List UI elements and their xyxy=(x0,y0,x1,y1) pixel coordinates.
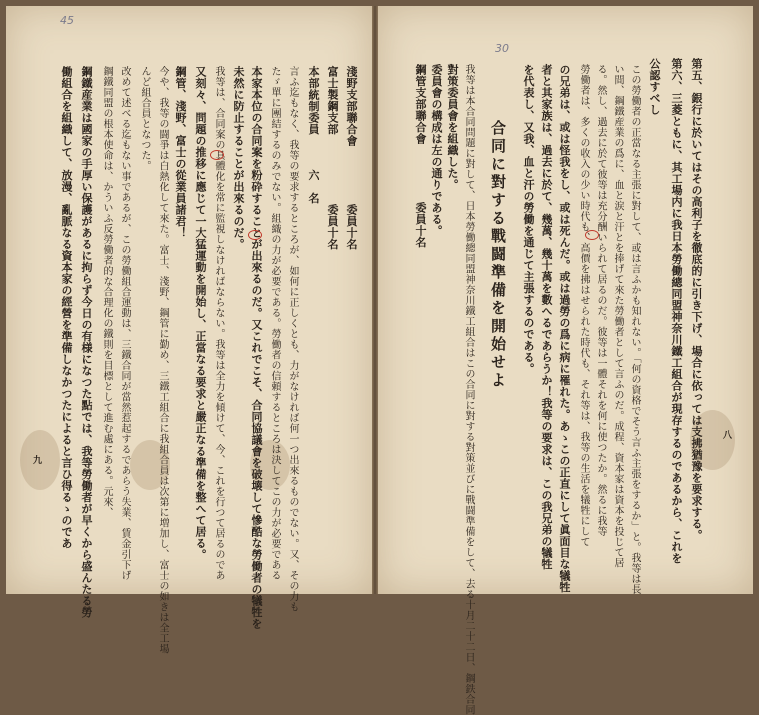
text-column: この勞働者の正當なる主張に對して、或は言ふかも知れない。「何の資格でそう言ふ主張をするか」と。我等は長 xyxy=(629,64,640,595)
text-column: 今や、我等の闘爭は白熱化して來た。富士、淺野、鋼管に勤め、三鐵工組合に我組合員は次第に増加し、富士の如きは全工場 xyxy=(157,66,168,654)
page-number: 九 xyxy=(31,455,41,464)
text-column: たゞ單に團結するのみでない。組織の力が必要である。勞働者の信頼するところは決してこの力が必要である xyxy=(269,66,280,581)
red-pencil-mark xyxy=(585,230,599,240)
text-column: 言ふ迄もなく、我等の要求するところが、如何に正しくとも、力がなければ何一つ出來るものでない。又、その力も xyxy=(287,66,298,612)
text-column: 對策委員會を組織した。 xyxy=(446,64,459,191)
text-column: 又刻々、問題の推移に應じて一大猛運動を開始し、正當なる要求と嚴正なる準備を整へて居る。 xyxy=(194,66,207,561)
pencil-page-mark: 30 xyxy=(495,42,509,55)
text-column: 我等は本合同問題に對して、日本勞働總同盟神奈川鐵工組合はこの合同に對する對策並びに戰闘準備をして、去る十月二十二日、鋼鉄合同 xyxy=(463,64,474,715)
text-column: を代表し、又我、血と汗の勞働を通じて主張するのである。 xyxy=(522,64,535,375)
section-heading: 合同に對する戰闘準備を開始せよ xyxy=(489,120,507,390)
red-pencil-mark xyxy=(248,230,262,240)
text-column: 鋼管、淺野、富士の從業員諸君！ xyxy=(174,66,187,239)
red-pencil-mark xyxy=(210,150,224,160)
text-column: い間、鋼鐵産業の爲に、血と涙と汗とを捧げて來た勞働者として言ふのだ。成程、資本家は資本を投じて居 xyxy=(612,64,623,568)
committee-row: 富士製鋼支部 委員十名 xyxy=(326,66,339,250)
committee-row: 鋼管支部聯合會 委員十名 xyxy=(414,64,427,248)
text-column: の兄弟は、或は怪我をし、或は死んだ。或は過勞の爲に病に罹れた。あゝこの正直にして眞面目な犠牲 xyxy=(558,64,571,593)
text-column: 鋼鐵同盟の根本使命は、かういふ反勞働者的な合理化の鐵則を目標として進む處にある。元來、 xyxy=(101,66,112,518)
text-column: 本家本位の合同案を粉砕することが出來るのだ。又これでこそ、合同協議會を破壊して慘酷な勞働者の犠牲を xyxy=(250,66,263,630)
text-column: 公認すべし xyxy=(648,58,661,116)
text-column: 我等は、合同案の具體化を常に監視しなければならない。我等は全力を傾けて、今、これを行つて居るのであ xyxy=(213,66,224,581)
text-column: る。然し、過去に於て彼等は充分酬いられて居るのだ。彼等は一體それを何に使つたか。然るに我等 xyxy=(595,64,606,537)
pencil-page-mark: 45 xyxy=(60,14,74,27)
committee-row: 淺野支部聯合會 委員十名 xyxy=(345,66,358,250)
text-column: 未然に防止することが出來るのだ。 xyxy=(232,66,245,250)
text-column: 鋼鐵産業は國家の手厚い保護があるに拘らず今日の有様になつた點では、我等勞働者が早くから盛んたる勞 xyxy=(80,66,93,618)
text-column: 委員會の構成は左の通りである。 xyxy=(430,64,443,237)
book-gutter xyxy=(372,6,378,594)
text-column: 第五、銀行に於いてはその高利子を徹底的に引き下げ、場合に依っては支拂猶豫を要求する。 xyxy=(690,58,703,541)
committee-row: 本部統制委員 六 名 xyxy=(307,66,320,204)
text-column: 者と其家族は、過去に於て、幾萬、幾十萬を數へるであらうか！我等の要求は、この我兄弟の犠牲 xyxy=(540,64,553,570)
text-column: んど組合員となつた。 xyxy=(139,66,150,171)
text-column: 勞働者は、多くの收入の少い時代も、高價を拂はせられた時代も、それ等は、我等の生活を犠牲にして xyxy=(578,64,589,547)
text-column: 改めて述べる迄もない事であるが、この勞働組合運動は、三鐵合同が當然惹起するであらう失業、賃金引下げ xyxy=(119,66,130,581)
text-column: 働組合を組織して、放漫、亂脈なる資本家の經營を準備しなかつたによると言ひ得るゝのであ xyxy=(60,66,73,549)
page-number: 八 xyxy=(721,430,731,439)
text-column: 第六、三菱ともに、其工場内に我日本勞働總同盟神奈川鐵工組合が現存するのであるから、これを xyxy=(670,58,683,564)
